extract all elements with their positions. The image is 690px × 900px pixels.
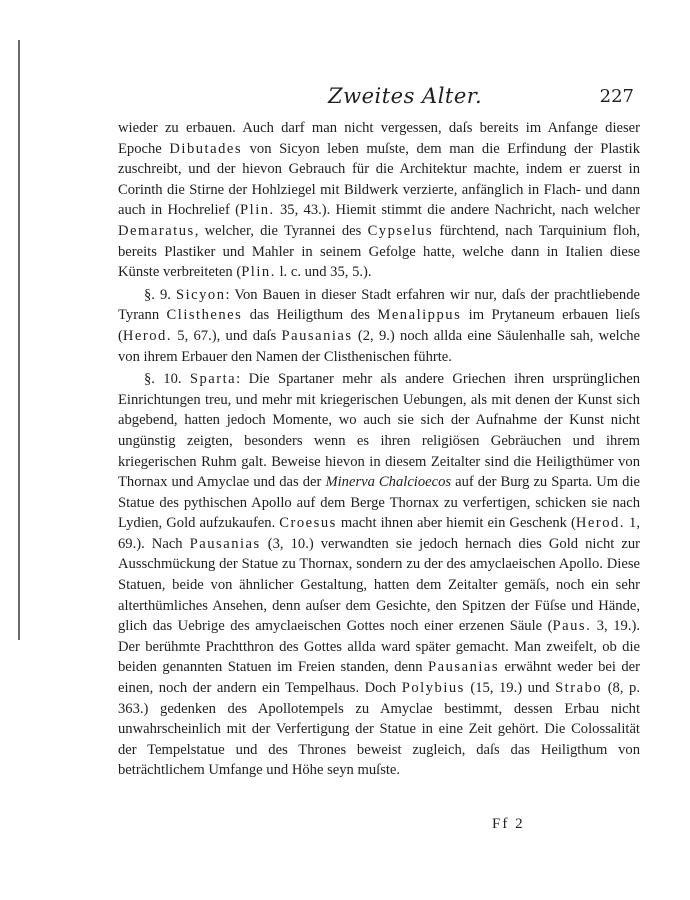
text-run: erwähnt weder bei der einen, noch der andern ein Tempelhaus. Doch xyxy=(118,659,640,697)
person-name: Clisthenes xyxy=(166,307,243,324)
citation: Plin. xyxy=(240,202,275,219)
section-heading: Sparta xyxy=(189,371,237,388)
paragraph-sparta xyxy=(118,369,640,781)
person-name: Croesus xyxy=(279,515,337,532)
section-heading: Sicyon xyxy=(175,286,226,303)
page-header xyxy=(118,84,640,118)
person-name: Cypselus xyxy=(367,222,434,239)
person-name: Demaratus xyxy=(118,222,195,239)
page-edge-rule xyxy=(18,40,20,640)
text-run: von Sicyon leben muſste, dem man die Erfindung der Plastik zuschreibt, und der hievon Gebrauch für die Architektur machte, indem er zuerst in Corinth die Stirne der Hohlziegel mit Bildwerk verzierte, anfänglich in Flach- und dann auch in Hochrelief ( xyxy=(118,140,640,219)
paragraph-sicyon xyxy=(118,285,640,367)
text-run: auf der Burg zu Sparta. Um die Statue des pythischen Apollo auf dem Berge Thornax zu verfertigen, schicken sie nach Lydien, Gold aufzukaufen. xyxy=(118,474,640,532)
body-text xyxy=(118,118,640,781)
citation: Plin. xyxy=(241,264,276,281)
person-name: Polybius xyxy=(401,680,465,697)
person-name: Pausanias xyxy=(189,535,261,552)
person-name: Strabo xyxy=(555,680,603,697)
citation: Herod. xyxy=(575,515,625,532)
text-run: : Die Spartaner mehr als andere Griechen ihren ursprünglichen Einrichtungen treu, und mehr mit kriegerischen Uebungen, als mit denen der Kunst sich abgebend, hatten jedoch Momente, wo auch sie sich der Aufnahme der Kunst nicht ungünstig zeigten, besonders wenn es ihren religiösen Gebräuchen und ihrem kriegerischen Ruhm galt. Beweise hievon in diesem Zeitalter sind die Heiligthümer von Thornax und Amyclae und das der xyxy=(118,371,641,491)
text-run: 5, 67.), und daſs xyxy=(172,327,282,344)
person-name: Menalippus xyxy=(377,307,462,324)
person-name: Pausanias xyxy=(428,659,500,676)
text-run: (8, p. 363.) gedenken des Apollotempels zu Amyclae bestimmt, dessen Erbau nicht unwahrscheinlich mit der Verfertigung der Statue in eine Zeit gehört. Die Colossalität der Tempelstatue und des Thrones beweist zugleich, daſs das Heiligthum von beträchtlichem Umfange und Höhe seyn muſste. xyxy=(118,680,640,779)
text-run: wieder zu erbauen. Auch darf man nicht vergessen, daſs bereits im Anfange dieser Epoche xyxy=(118,120,640,157)
text-run: (2, 9.) noch allda eine Säulenhalle sah, welche von ihrem Erbauer den Namen der Clisthenischen führte. xyxy=(118,327,640,365)
text-run: , welcher, die Tyrannei des xyxy=(194,222,368,239)
text-run: 35, 43.). Hiemit stimmt die andere Nachricht, nach welcher xyxy=(274,202,640,219)
book-page xyxy=(118,84,640,781)
text-run: l. c. und 35, 5.). xyxy=(275,264,372,281)
text-run: 3, 19.). Der berühmte Prachtthron des Gottes allda ward später gemacht. Man zweifelt, ob die beiden genannten Statuen im Freien standen, denn xyxy=(118,618,640,676)
text-run: (3, 10.) verwandten sie jedoch hernach dies Gold nicht zur Ausschmückung der Statue zu Thornax, sondern zu der des amyclaeischen Apollo. Diese Statuen, beide von ähnlicher Gestaltung, hatten dem Zeitalter gemäſs, noch ein sehr alterthümliches Ansehen, denn auſser dem Gesichte, den Spitzen der Füſse und Hände, glich das Uebrige des amyclaeischen Gottes noch einer erzenen Säule ( xyxy=(118,535,640,635)
person-name: Dibutades xyxy=(169,140,243,157)
text-run: das Heiligthum des xyxy=(242,307,378,324)
section-number: §. 9. xyxy=(144,286,176,303)
citation: Herod. xyxy=(122,327,172,344)
text-run: fürchtend, nach Tarquinium floh, bereits Plastiker und Mahler in seinem Gefolge hatte, welche dann in Italien diese Künste verbreiteten ( xyxy=(118,222,641,281)
section-number: §. 10. xyxy=(144,371,190,388)
text-run: im Prytaneum erbauen lieſs ( xyxy=(118,307,641,344)
italic-phrase: Minerva Chalcioecos xyxy=(325,474,452,491)
paragraph-1 xyxy=(118,118,640,283)
text-run: : Von Bauen in dieser Stadt erfahren wir nur, daſs der prachtliebende Tyrann xyxy=(118,286,641,324)
text-run: macht ihnen aber hiemit ein Geschenk ( xyxy=(336,515,576,532)
citation: Paus. xyxy=(552,618,592,635)
text-run: (15, 19.) und xyxy=(464,680,556,697)
signature-mark: Ff 2 xyxy=(492,816,525,832)
running-title: Zweites Alter. xyxy=(328,84,483,108)
page-number: 227 xyxy=(599,86,634,107)
text-run: 1, 69.). Nach xyxy=(118,515,640,552)
person-name: Pausanias xyxy=(281,327,353,344)
